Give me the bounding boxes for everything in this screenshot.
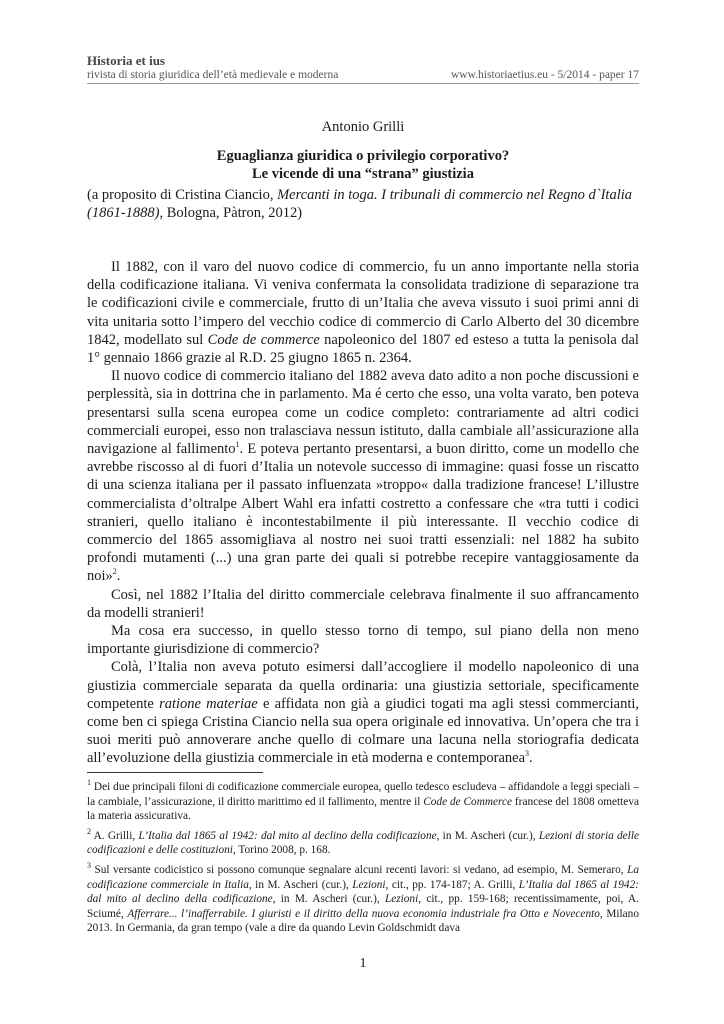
- article-title-line-2: Le vicende di una “strana” giustizia: [252, 166, 474, 182]
- text-run: , in M. Ascheri (cur.),: [272, 893, 385, 906]
- text-run: e affidata non già a giudici togati ma agli stessi commercianti, come ben ci spiega Cristina Ciancio nella sua opera originale ed innovativa. Un’opera che tra i suoi meriti può annoverare anche quello di colmare una lacuna nella storiografia dedicata all’evoluzione della giustizia commerciale in età moderna e contemporanea: [87, 695, 639, 767]
- subtitle-prefix: (a proposito di Cristina Ciancio,: [87, 187, 278, 203]
- article-title: [87, 147, 639, 183]
- page-number: 1: [359, 956, 367, 971]
- paragraph-5: [87, 658, 639, 767]
- footnote-number: 1: [87, 778, 91, 788]
- subtitle-book-title: Mercanti in toga. I tribunali di commercio nel Regno d`Italia (1861-1888): [87, 187, 633, 221]
- journal-issue-info: www.historiaetius.eu - 5/2014 - paper 17: [450, 69, 639, 81]
- text-run: . E poteva pertanto presentarsi, a buon diritto, come un modello che avrebbe riscosso al di fuori d’Italia un notevole successo di immagine: quasi fosse un riscatto di una scienza italiana per il passato influenzata »troppo« dalla tradizione francese! L’illustre commercialista d’oltralpe Albert Wahl era infatti costretto a confessare che «tra tutti i codici stranieri, quello italiano è incontestabilmente il più interessante. Il vecchio codice di commercio del 1865 assomigliava al nostro nei suoi tratti essenziali: nel 1882 ha subito profondi mutamenti (...) una gran parte dei quali si potrebbe recepire vantaggiosamente da noi»: [87, 441, 640, 585]
- text-run: Dei due principali filoni di codificazione commerciale europea, quello tedesco escludeva – affidandole a leggi speciali – la cambiale, l’assicurazione, il diritto marittimo ed il fallimento, mentre il: [87, 781, 639, 808]
- article-body: [87, 258, 639, 768]
- paragraph-1: [87, 258, 639, 367]
- text-run: francese del 1808 ometteva la materia assicurativa.: [87, 795, 639, 823]
- footnote-number: 2: [87, 827, 91, 837]
- journal-subtitle: rivista di storia giuridica dell’età medievale e moderna: [87, 69, 339, 81]
- italic-text: La codificazione commerciale in Italia,: [87, 863, 639, 891]
- text-run: Sul versante codicistico si possono comunque segnalare alcuni recenti lavori: si vedano, ad esempio, M. Semeraro,: [91, 863, 628, 876]
- italic-text: Lezioni di storia delle codificazioni e delle costituzioni,: [87, 829, 639, 857]
- text-run: Torino 2008, p. 168.: [235, 844, 331, 857]
- article-author: Antonio Grilli: [321, 119, 405, 135]
- subtitle-suffix: , Bologna, Pàtron, 2012): [159, 205, 303, 221]
- journal-header-row: [87, 69, 639, 84]
- text-run: , cit., pp. 159-168; recentissimamente, poi, A. Sciumé,: [87, 893, 639, 920]
- footnote-ref-3[interactable]: 3: [525, 749, 530, 759]
- footnotes: [87, 780, 639, 941]
- italic-text: L’Italia dal 1865 al 1942: dal mito al declino della codificazione: [138, 829, 437, 842]
- italic-text: Code de commerce: [207, 331, 320, 348]
- italic-text: Afferrare... l’inafferrabile. I giuristi e il diritto della nuova economia industriale fra Otto e Novecento: [127, 907, 600, 920]
- paragraph-3: Così, nel 1882 l’Italia del diritto commerciale celebrava finalmente il suo affrancamento da modelli stranieri!: [87, 586, 639, 621]
- paragraph-4: Ma cosa era successo, in quello stesso torno di tempo, sul piano della non meno importante giurisdizione di commercio?: [87, 623, 639, 658]
- article-title-line-1: Eguaglianza giuridica o privilegio corporativo?: [216, 148, 510, 164]
- journal-title: Historia et ius: [87, 53, 165, 68]
- text-run: in M. Ascheri (cur.),: [251, 878, 353, 891]
- footnote-2: [87, 829, 639, 858]
- footnote-divider: [87, 772, 263, 773]
- text-run: cit., pp. 174-187; A. Grilli,: [388, 878, 519, 891]
- italic-text: ratione materiae: [159, 695, 258, 712]
- footnote-ref-2[interactable]: 2: [112, 567, 117, 577]
- text-run: Il 1882, con il varo del nuovo codice di commercio, fu un anno importante nella storia della codificazione italiana. Vi veniva confermata la consolidata tradizione di separazione tra le codificazioni civile e commerciale, frutto di un’Italia che aveva vissuto i suoi primi anni di vita unitaria sotto l’impero del vecchio codice di commercio di Carlo Alberto del 30 dicembre 1842, modellato sul: [87, 259, 639, 348]
- text-run: Il nuovo codice di commercio italiano del 1882 aveva dato adito a non poche discussioni e perplessità, sia in dottrina che in parlamento. Ma é certo che esso, una volta varato, ben poteva presentarsi sulla scena europea come un codice completo: contrariamente ad altri codici commerciali europei, esso non tralasciava nessun istituto, dalla cambiale all’assicurazione alla navigazione al fallimento: [87, 368, 639, 458]
- italic-text: Code de Commerce: [423, 795, 513, 808]
- italic-text: L’Italia dal 1865 al 1942: dal mito al declino della codificazione: [87, 878, 639, 906]
- text-run: napoleonico del 1807 ed esteso a tutta la penisola dal 1° gennaio 1866 grazie al R.D. 25 giugno 1865 n. 2364.: [87, 331, 639, 367]
- article-subtitle: [87, 186, 639, 222]
- italic-text: Lezioni,: [352, 878, 389, 891]
- footnote-number: 3: [87, 861, 91, 871]
- text-run: Colà, l’Italia non aveva potuto esimersi dall’accogliere il modello napoleonico di una giustizia commerciale separata da quella ordinaria: una giustizia settoriale, specificamente competente: [87, 659, 639, 712]
- text-run: .: [116, 568, 121, 585]
- text-run: , Milano 2013. In Germania, da gran tempo (vale a dire da quando Levin Goldschmidt dava: [87, 907, 639, 935]
- paragraph-2: [87, 367, 639, 585]
- footnote-1: [87, 780, 639, 824]
- footnote-3: [87, 863, 639, 936]
- footnote-ref-1[interactable]: 1: [235, 440, 240, 450]
- italic-text: Lezioni: [384, 893, 419, 906]
- text-run: , in M. Ascheri (cur.),: [436, 829, 539, 842]
- text-run: A. Grilli,: [91, 829, 139, 842]
- text-run: .: [529, 750, 533, 767]
